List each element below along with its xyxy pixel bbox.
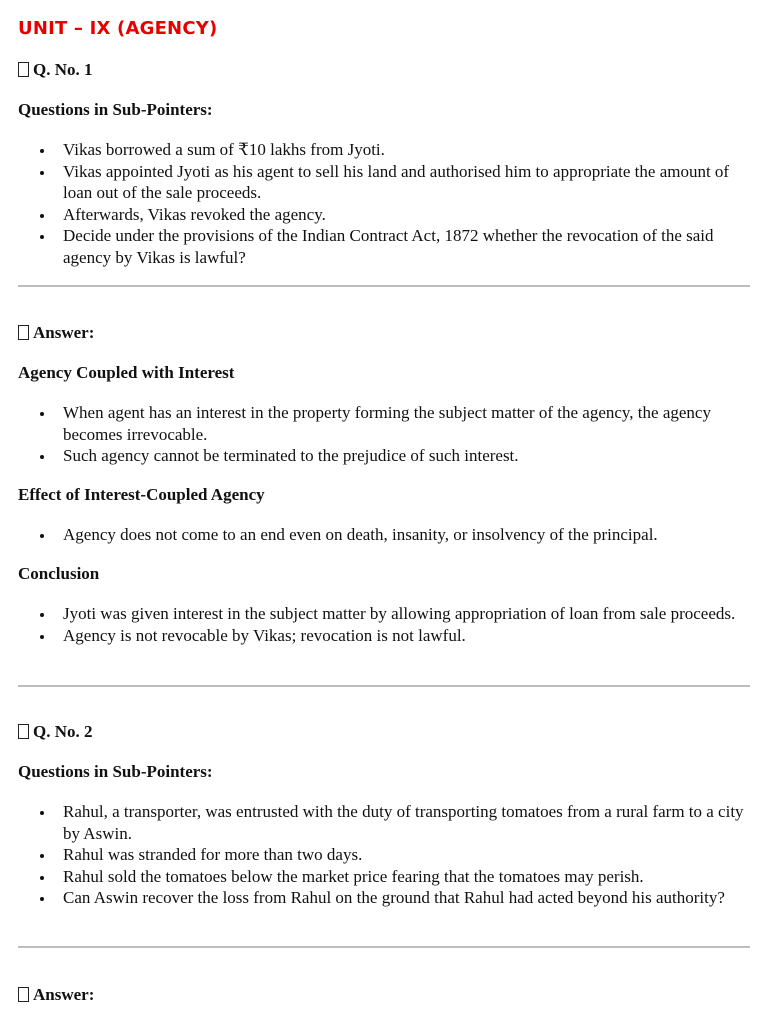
question-2-heading-block: [18, 721, 750, 743]
list-item: Rahul sold the tomatoes below the market price fearing that the tomatoes may perish.: [18, 866, 753, 888]
list-item: Can Aswin recover the loss from Rahul on the ground that Rahul had acted beyond his authority?: [18, 887, 753, 909]
list-item: Decide under the provisions of the Indian Contract Act, 1872 whether the revocation of the said agency by Vikas is lawful?: [18, 225, 753, 268]
answer-2-heading-block: [18, 984, 750, 1006]
list-item: Vikas appointed Jyoti as his agent to sell his land and authorised him to appropriate the amount of loan out of the sale proceeds.: [18, 161, 753, 204]
question-1-sub-label: Questions in Sub-Pointers:: [18, 100, 213, 119]
question-2-sub-label: Questions in Sub-Pointers:: [18, 762, 213, 781]
answer-1-heading-block: [18, 322, 750, 344]
question-2-heading: [18, 721, 750, 743]
answer-1-section-1-points: [18, 402, 753, 467]
divider: [18, 685, 750, 687]
unit-title: UNIT – IX (AGENCY): [18, 18, 218, 39]
question-2-heading-text: Q. No. 2: [33, 722, 93, 741]
list-item: Agency does not come to an end even on death, insanity, or insolvency of the principal.: [18, 524, 753, 546]
list-item: Jyoti was given interest in the subject matter by allowing appropriation of loan from sale proceeds.: [18, 603, 753, 625]
answer-1-heading-text: Answer:: [33, 323, 95, 342]
section-title: Conclusion: [18, 564, 100, 583]
divider: [18, 285, 750, 287]
question-1-points: [18, 139, 753, 268]
section-title: Agency Coupled with Interest: [18, 363, 235, 382]
missing-glyph-icon: [18, 62, 29, 77]
missing-glyph-icon: [18, 325, 29, 340]
list-item: Vikas borrowed a sum of ₹10 lakhs from Jyoti.: [18, 139, 753, 161]
list-item: Such agency cannot be terminated to the prejudice of such interest.: [18, 445, 753, 467]
answer-1-heading: [18, 322, 750, 344]
answer-1-section-3-title-block: [18, 563, 750, 585]
answer-1-section-1-title-block: [18, 362, 750, 384]
missing-glyph-icon: [18, 987, 29, 1002]
question-1-heading: [18, 59, 750, 81]
question-1-heading-block: [18, 59, 750, 81]
answer-2-heading-text: Answer:: [33, 985, 95, 1004]
list-item: Rahul was stranded for more than two days.: [18, 844, 753, 866]
list-item: Rahul, a transporter, was entrusted with the duty of transporting tomatoes from a rural farm to a city by Aswin.: [18, 801, 753, 844]
list-item: Afterwards, Vikas revoked the agency.: [18, 204, 753, 226]
answer-1-section-3-points: [18, 603, 753, 646]
answer-1-section-2-title-block: [18, 484, 750, 506]
list-item: Agency is not revocable by Vikas; revocation is not lawful.: [18, 625, 753, 647]
question-2-sub-label-block: [18, 761, 750, 783]
question-2-points: [18, 801, 753, 909]
answer-1-section-2-points: [18, 524, 753, 546]
divider: [18, 946, 750, 948]
answer-2-heading: [18, 984, 750, 1006]
section-title: Effect of Interest-Coupled Agency: [18, 485, 265, 504]
list-item: When agent has an interest in the property forming the subject matter of the agency, the agency becomes irrevocable.: [18, 402, 753, 445]
question-1-sub-label-block: [18, 99, 750, 121]
question-1-heading-text: Q. No. 1: [33, 60, 93, 79]
missing-glyph-icon: [18, 724, 29, 739]
